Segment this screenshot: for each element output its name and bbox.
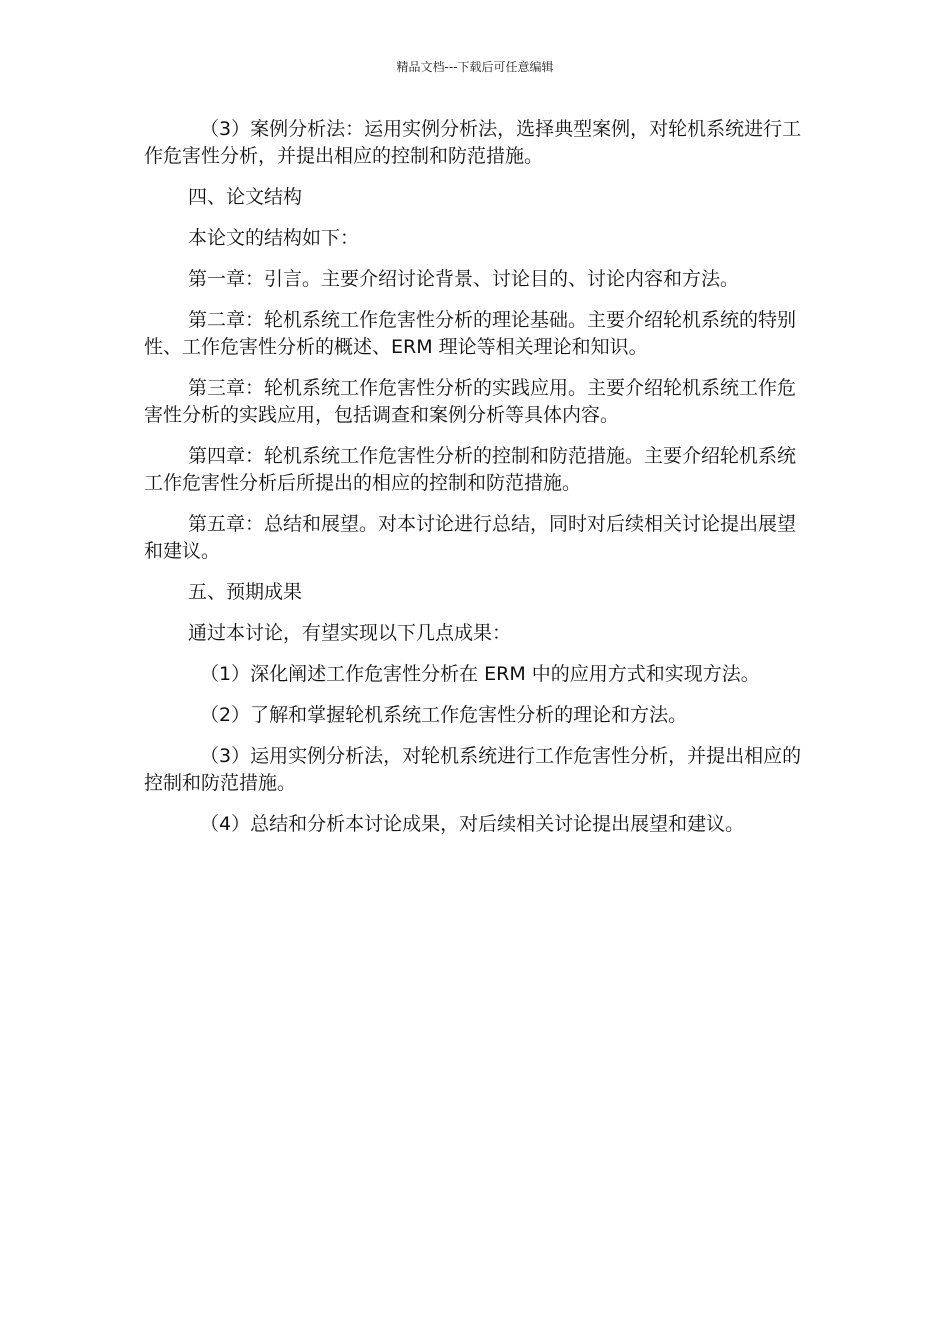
page-header: 精品文档---下载后可任意编辑 [396,60,554,74]
paragraph-outcomes-intro: 通过本讨论，有望实现以下几点成果： [188,622,512,644]
paragraph-chapter-5: 第五章：总结和展望。对本讨论进行总结，同时对后续相关讨论提出展望和建议。 [144,513,797,562]
list-item-outcome-1: （1）深化阐述工作危害性分析在 ERM 中的应用方式和实现方法。 [200,663,760,685]
document-body [144,116,806,852]
paragraph-method-case-analysis: （3）案例分析法：运用实例分析法，选择典型案例，对轮机系统进行工作危害性分析，并提出相应的控制和防范措施。 [144,118,802,167]
paragraph-chapter-4: 第四章：轮机系统工作危害性分析的控制和防范措施。主要介绍轮机系统工作危害性分析后所提出的相应的控制和防范措施。 [144,445,797,494]
list-item-outcome-4: （4）总结和分析本讨论成果，对后续相关讨论提出展望和建议。 [200,813,745,835]
paragraph-chapter-2: 第二章：轮机系统工作危害性分析的理论基础。主要介绍轮机系统的特别性、工作危害性分析的概述、ERM 理论等相关理论和知识。 [144,309,797,358]
section-heading-structure: 四、论文结构 [188,186,303,208]
paragraph-chapter-3: 第三章：轮机系统工作危害性分析的实践应用。主要介绍轮机系统工作危害性分析的实践应用，包括调查和案例分析等具体内容。 [144,377,797,426]
list-item-outcome-3: （3）运用实例分析法，对轮机系统进行工作危害性分析，并提出相应的控制和防范措施。 [144,745,802,794]
paragraph-structure-intro: 本论文的结构如下： [188,227,360,249]
section-heading-outcomes: 五、预期成果 [188,581,303,603]
paragraph-chapter-1: 第一章：引言。主要介绍讨论背景、讨论目的、讨论内容和方法。 [188,268,740,290]
list-item-outcome-2: （2）了解和掌握轮机系统工作危害性分析的理论和方法。 [200,704,688,726]
